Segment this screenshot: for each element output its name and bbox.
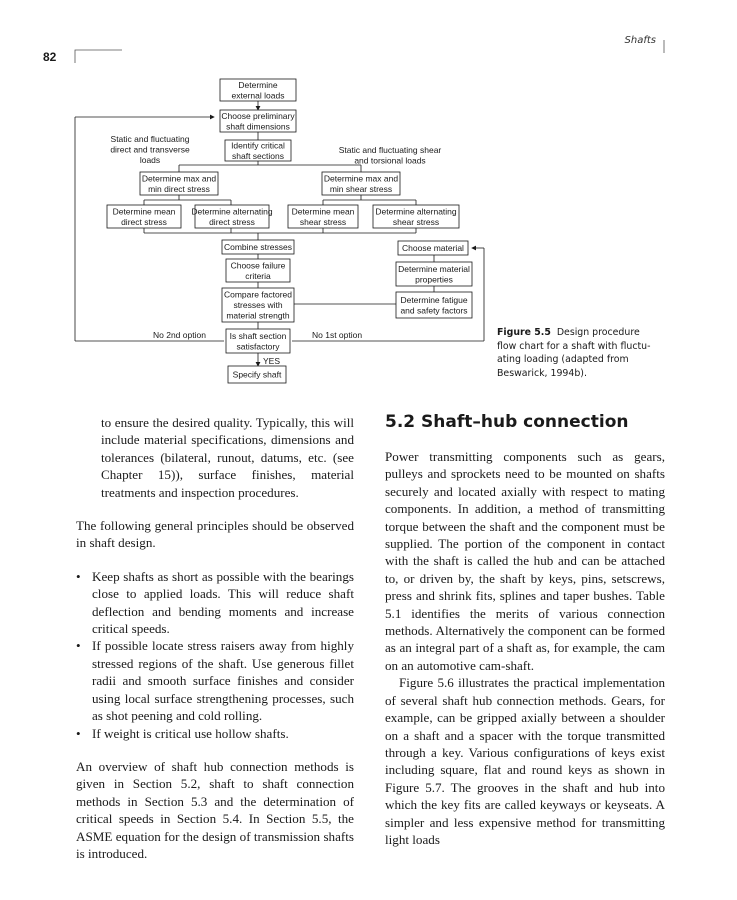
box-text-mat-props: properties <box>415 274 453 285</box>
caption-line-3: ating loading (adapted from <box>497 354 629 366</box>
box-text-specify: Specify shaft <box>232 369 282 380</box>
box-text-material: Choose material <box>402 243 464 253</box>
caption-line-1: Design procedure <box>556 327 640 338</box>
paragraph-overview: An overview of shaft hub connection methods is given in Section 5.2, shaft to shaft connection methods in Section 5.3 and the determination of critical speeds in Section 5.4. In Section 5.5, the ASME equation for the design of transmission shafts is introduced. <box>76 758 354 861</box>
label-static-shear: Static and fluctuating shear <box>338 145 442 155</box>
box-text-maxmin-direct: Determine max and <box>141 173 217 184</box>
section-heading: 5.2 Shaft–hub connection <box>385 412 629 432</box>
box-text-maxmin-shear: Determine max and <box>323 173 399 184</box>
box-text-ext-loads: external loads <box>231 90 285 101</box>
box-text-maxmin-shear: min shear stress <box>329 183 393 194</box>
box-text-mat-props: Determine material <box>398 263 470 274</box>
list-item: • Keep shafts as short as possible with the bearings close to applied loads. This will reduce shaft deflection and bending moments and increase critical speeds. <box>76 568 354 638</box>
box-text-critical: shaft sections <box>232 150 284 161</box>
box-text-prelim: shaft dimensions <box>226 121 290 132</box>
box-text-failure: Choose failure <box>230 260 286 271</box>
box-text-alt-shear: Determine alternating <box>375 206 457 217</box>
box-text-alt-direct: Determine alternating <box>191 206 273 217</box>
paragraph-quality: to ensure the desired quality. Typically, this will include material specifications, dimensions and tolerances (bilateral, runout, datums, etc. (see Chapter 15)), surface finishes, material treatments and inspection procedures. <box>101 415 354 500</box>
running-head: Shafts <box>624 35 656 46</box>
box-text-fatigue: and safety factors <box>400 305 468 316</box>
caption-label: Figure 5.5 <box>497 327 551 338</box>
label-no-2nd-option: No 2nd option <box>153 330 206 340</box>
box-text-maxmin-direct: min direct stress <box>148 183 210 194</box>
box-text-mean-direct: Determine mean <box>112 206 176 217</box>
paragraph-hub-intro: Power transmitting components such as gears, pulleys and sprockets need to be mounted on shafts securely and located axially with respect to mating components. In addition, a method of transmitting torque between the shaft and the component must be supplied. The portion of the component in contact with the shaft is called the hub and can be attached to, or driven by, the shaft by keys, pins, setscrews, press and shrink fits, splines and taper bushes. Table 5.1 identifies the merits of various connection methods. Alternatively the component can be formed as an integral part of a shaft as, for example, the cam on an automotive cam-shaft. <box>385 449 665 673</box>
box-text-mean-direct: direct stress <box>121 216 167 227</box>
box-text-alt-direct: direct stress <box>209 216 255 227</box>
list-item: • If possible locate stress raisers away from highly stressed regions of the shaft. Use generous fillet radii and smooth surface finishes and consider using local surface strengthening processes, such as shot peening and cold rolling. <box>76 637 354 724</box>
label-static-direct: Static and fluctuating <box>110 134 190 144</box>
label-static-direct: loads <box>139 155 161 165</box>
label-no-1st-option: No 1st option <box>312 330 363 340</box>
right-column <box>385 412 665 848</box>
box-text-mean-shear: Determine mean <box>291 206 355 217</box>
box-text-satisfactory: satisfactory <box>236 341 280 352</box>
box-text-mean-shear: shear stress <box>299 216 347 227</box>
page-number: 82 <box>43 50 57 64</box>
box-text-ext-loads: Determine <box>238 79 278 90</box>
caption-line-4: Beswarick, 1994b). <box>497 367 587 379</box>
box-text-compare: stresses with <box>233 300 283 310</box>
box-text-critical: Identify critical <box>231 140 285 151</box>
label-static-direct: direct and transverse <box>110 144 190 155</box>
caption-line-2: flow chart for a shaft with fluctu- <box>497 340 651 352</box>
label-static-shear: and torsional loads <box>354 155 426 166</box>
box-text-failure: criteria <box>245 270 271 281</box>
label-yes: YES <box>263 356 281 366</box>
box-text-fatigue: Determine fatigue <box>400 294 468 305</box>
box-text-compare: material strength <box>226 310 290 321</box>
box-text-compare: Compare factored <box>223 289 293 300</box>
left-column <box>76 414 354 862</box>
paragraph-principles: The following general principles should be observed in shaft design. <box>76 518 354 551</box>
box-text-satisfactory: Is shaft section <box>229 330 287 341</box>
paragraph-hub-methods: Figure 5.6 illustrates the practical implementation of several shaft hub connection methods. Gears, for example, can be gripped axially between a shoulder on a shaft and a spacer with the torque transmitted through a key. Various configurations of keys exist including square, flat and round keys as shown in Figure 5.7. The grooves in the shaft and hub into which the key fits are called keyways or keyseats. A simpler and less expensive method for transmitting light loads <box>385 675 665 847</box>
box-text-combine: Combine stresses <box>223 242 293 252</box>
figure-caption <box>497 326 677 380</box>
box-text-alt-shear: shear stress <box>392 216 440 227</box>
design-principles-list <box>76 568 354 742</box>
box-text-prelim: Choose preliminary <box>221 110 295 121</box>
list-item: • If weight is critical use hollow shafts. <box>76 725 354 742</box>
